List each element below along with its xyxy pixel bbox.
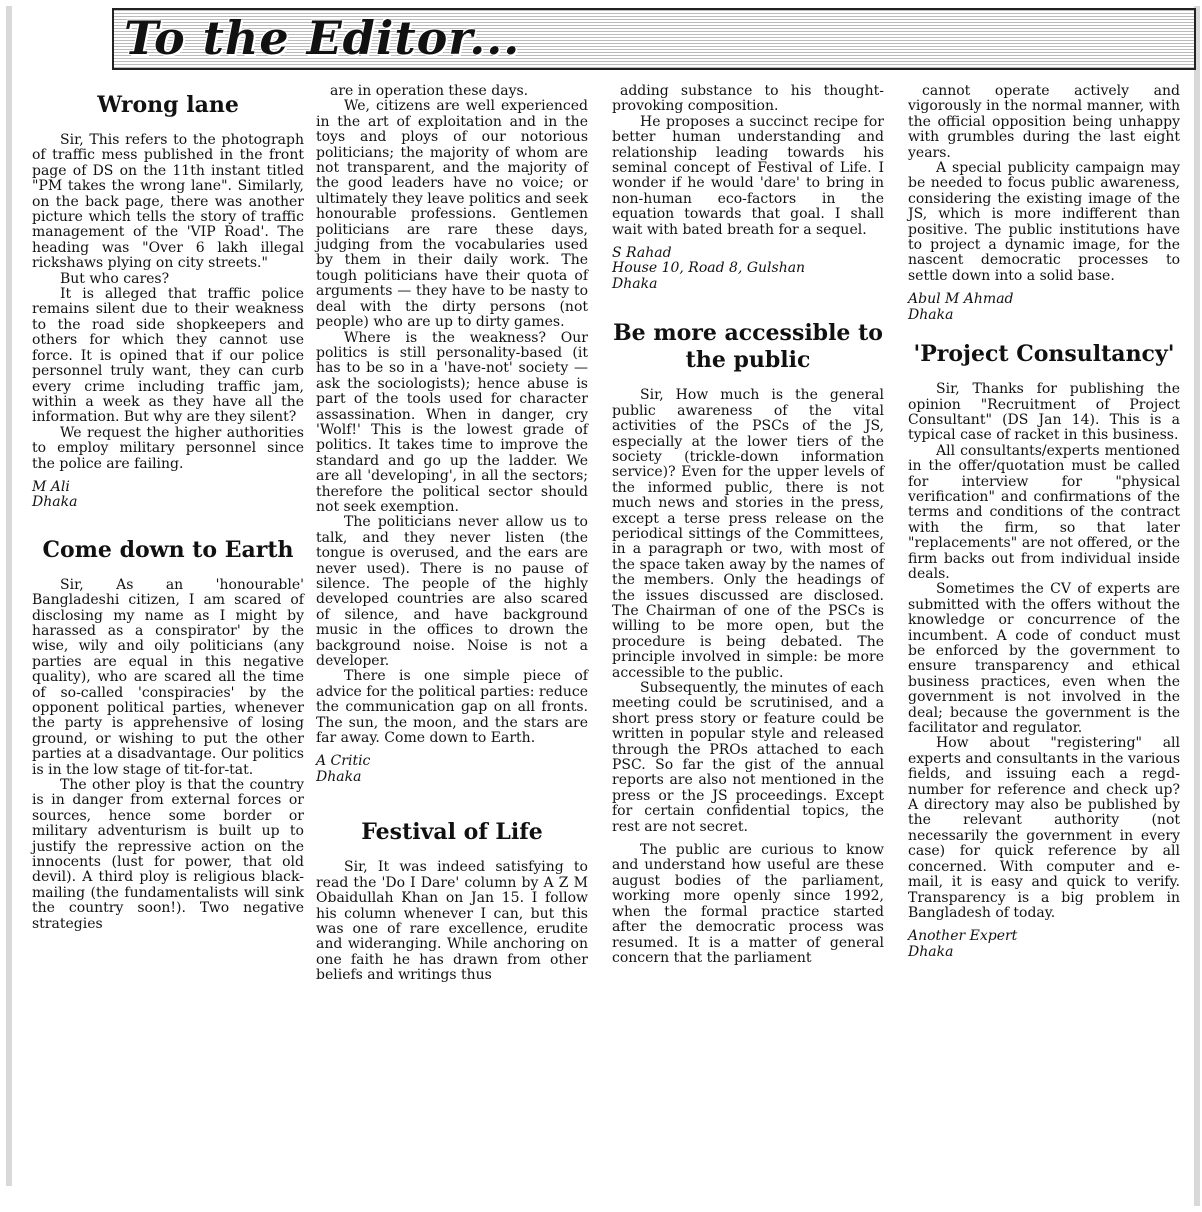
letter-signature: A Critic [316, 753, 371, 770]
section-header [0, 0, 1202, 80]
letter-festival-of-life [316, 819, 588, 983]
letter-paragraph: He proposes a succinct recipe for better human understanding and relationship leading towards his seminal concept of Festival of Life. I wonder if he would 'dare' to bring in non-human eco-factors in the equation towards that goal. I shall wait with bated breath for a sequel. [612, 113, 884, 238]
letter-paragraph: Sometimes the CV of experts are submitted with the offers without the knowledge or concurrence of the incumbent. A code of conduct must be enforced by the government to ensure transparency and ethical business practices, even when the government is not involved in the deal; because the government is the facilitator and regulator. [908, 581, 1180, 737]
letter-paragraph: A special publicity campaign may be needed to focus public awareness, considering the existing image of the JS, which is more indifferent than positive. The public institutions have to project a dynamic image, for the nascent democratic processes to settle down into a solid base. [908, 160, 1180, 284]
letter-be-more-accessible [612, 320, 884, 966]
letter-paragraph: adding substance to his thought-provoking composition. [612, 83, 884, 115]
letter-paragraph: cannot operate actively and vigorously in the normal manner, with the official opposition being unhappy with grumbles during the last eight years. [908, 83, 1180, 161]
letter-paragraph: All consultants/experts mentioned in the offer/quotation must be called for interview for "physical verification" and confirmations of the terms and conditions of the contract with the firm, so that later "replacements" are not offered, or the firm backs out from individual inside deals. [908, 442, 1180, 582]
right-margin-rule [1194, 6, 1200, 1206]
letter-paragraph: Where is the weakness? Our politics is still personality-based (it has to be so in a 'have-not' society — ask the sociologists); hence abuse is part of the tools used for character assassination. When in danger, cry 'Wolf!' This is the lowest grade of politics. It takes time to improve the standard and go up the ladder. We are all 'developing', in all the sectors; therefore the political sector should not seek exemption. [316, 329, 588, 515]
letter-paragraph: are in operation these days. [330, 83, 529, 99]
letter-signature: S Rahad [612, 245, 672, 262]
letter-signature: Abul M Ahmad [908, 291, 1014, 308]
letter-come-down-to-earth [32, 537, 304, 932]
letter-paragraph: Sir, How much is the general public awareness of the vital activities of the PSCs of the JS, especially at the lower tiers of the society (trickle-down information service)? Even for the upper levels of the informed public, there is not much news and stories in the press, except a terse press release on the periodical sittings of the Committees, in a paragraph or two, with most of the space taken away by the names of the members. Only the headings of the issues discussed are disclosed. The Chairman of one of the PSCs is willing to be more open, but the procedure is being debated. The principle involved in simple: be more accessible to the public. [612, 387, 884, 681]
letter-headline: Be more accessible to the public [613, 320, 883, 374]
column-1 [32, 92, 304, 932]
letter-headline: Wrong lane [97, 92, 239, 118]
letter-paragraph: Sir, Thanks for publishing the opinion "Recruitment of Project Consultant" (DS Jan 14). This is a typical case of racket in this business. [908, 381, 1180, 444]
letter-signature: Another Expert [908, 928, 1018, 945]
letter-paragraph: The public are curious to know and understand how useful are these august bodies of the parliament, working more openly since 1992, when the formal practice started after the democratic process was resumed. It is a matter of general concern that the parliament [612, 842, 884, 966]
letter-wrong-lane [32, 92, 304, 511]
letter-paragraph: Sir, This refers to the photograph of traffic mess published in the front page of DS on the 11th instant titled "PM takes the wrong lane". Similarly, on the back page, there was another picture which tells the story of traffic management of the 'VIP Road'. The heading was "Over 6 lakh illegal rickshaws plying on city streets." [32, 132, 304, 272]
letter-paragraph: The other ploy is that the country is in danger from external forces or sources, hence some border or military adventurism is built up to justify the repressive action on the innocents (lust for power, that old devil). A third ploy is religious black-mailing (the fundamentalists will sink the country soon!). Two negative strategies [32, 777, 304, 932]
letter-paragraph: The politicians never allow us to talk, and they never listen (the tongue is overused, and the ears are never used). There is no pause of silence. The people of the highly developed countries are also scared of silence, and have background music in the offices to drown the background noise. Noise is not a developer. [316, 514, 588, 670]
column-3 [612, 84, 884, 966]
letter-location: Dhaka [32, 494, 78, 511]
letter-paragraph: How about "registering" all experts and consultants in the various fields, and issuing each a regd-number for reference and check up? A directory may also be published by the relevant authority (not necessarily the government in every case) for quick reference by all concerned. With computer and e-mail, it is easy and quick to verify. Transparency is a big problem in Bangladesh of today. [908, 735, 1180, 921]
letter-location: Dhaka [908, 943, 954, 960]
left-margin-rule [6, 6, 12, 1186]
letter-paragraph: We, citizens are well experienced in the art of exploitation and in the toys and ploys of our notorious politicians; the majority of whom are not transparent, and the majority of the good leaders have no voice; or ultimately they leave politics and seek honourable professions. Gentlemen politicians are rare these days, judging from the vocabularies used by them in their daily work. The tough politicians have their quota of arguments — they have to be nasty to deal with the dirty persons (not people) who are up to dirty games. [316, 98, 588, 331]
letter-location: Dhaka [612, 275, 658, 292]
letter-address: House 10, Road 8, Gulshan [612, 260, 806, 277]
letter-paragraph: There is one simple piece of advice for the political parties: reduce the communication gap on all fronts. The sun, the moon, and the stars are far away. Come down to Earth. [316, 668, 588, 747]
banner-title: To the Editor... [124, 11, 521, 65]
letter-location: Dhaka [316, 768, 362, 785]
letter-location: Dhaka [908, 306, 954, 323]
letter-paragraph: Sir, As an 'honourable' Bangladeshi citizen, I am scared of disclosing my name as I might by harassed as a conspirator' by the wise, wily and oily politicians (any parties are equal in this negative quality), who are scared all the time of so-called 'conspiracies' by the opponent political parties, whenever the party is apprehensive of losing ground, or wishing to put the other parties at a disadvantage. Our politics is in the low stage of tit-for-tat. [32, 576, 304, 778]
letter-paragraph: We request the higher authorities to employ military personnel since the police are failing. [32, 424, 304, 472]
letter-project-consultancy [908, 341, 1180, 960]
letter-paragraph: But who cares? [60, 270, 170, 287]
letter-headline: Festival of Life [361, 819, 543, 846]
letter-paragraph: Subsequently, the minutes of each meeting could be scrutinised, and a short press story or feature could be written in popular style and released through the PROs attached to each PSC. So far the gist of the annual reports are also not mentioned in the press or the JS proceedings. Except for certain confidential topics, the rest are not secret. [612, 680, 884, 835]
letter-headline: 'Project Consultancy' [913, 341, 1175, 368]
letter-paragraph: Sir, It was indeed satisfying to read the 'Do I Dare' column by A Z M Obaidullah Khan on Jan 15. I follow his column whenever I can, but this was one of rare excellence, erudite and wideranging. While anchoring on one faith he has drawn from other beliefs and writings thus [316, 859, 588, 984]
column-2 [316, 84, 588, 984]
letter-signature: M Ali [32, 478, 70, 495]
letter-paragraph: It is alleged that traffic police remains silent due to their weakness to the road side shopkeepers and others for which they cannot use force. It is opined that if our police personnel truly want, they can curb every crime including traffic jam, within a week as they have all the information. But why are they silent? [32, 286, 304, 426]
letter-headline: Come down to Earth [42, 536, 294, 563]
column-4 [908, 84, 1180, 960]
